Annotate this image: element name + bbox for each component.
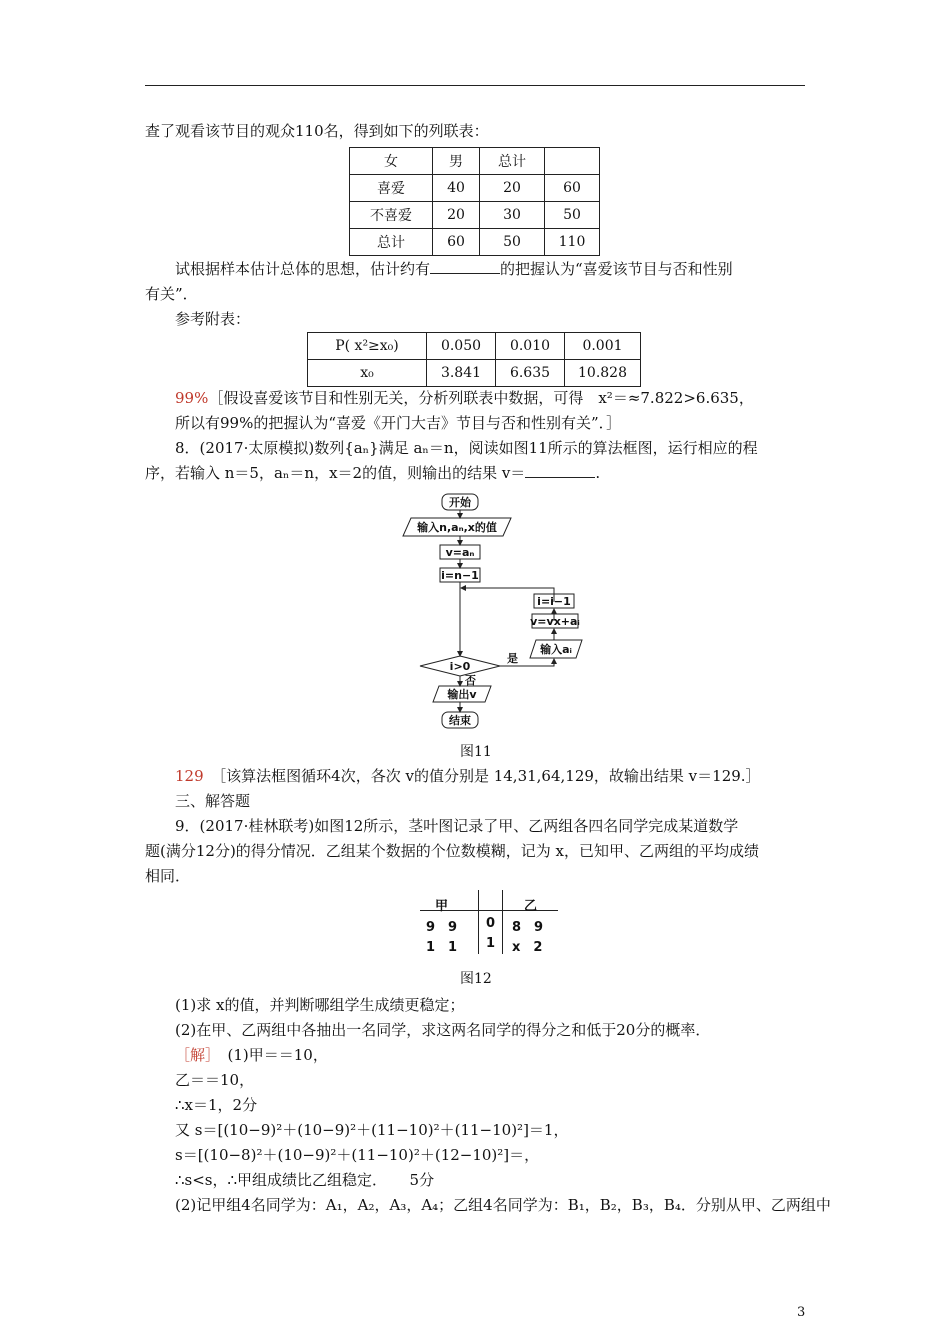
svg-text:i>0: i>0 bbox=[449, 660, 471, 673]
solution-line-5: s＝[(10−8)²＋(10−9)²＋(11−10)²＋(12−10)²]＝， bbox=[175, 1146, 540, 1164]
leaf-left: 1 1 bbox=[426, 940, 458, 955]
table-cell: 10.828 bbox=[565, 360, 641, 387]
table-row bbox=[308, 360, 641, 387]
table-cell: 3.841 bbox=[427, 360, 496, 387]
table-cell: 20 bbox=[480, 175, 545, 202]
q9-part2: (2)在甲、乙两组中各抽出一名同学，求这两名同学的得分之和低于20分的概率． bbox=[175, 1021, 711, 1039]
svg-text:输出v: 输出v bbox=[447, 688, 477, 701]
table-cell bbox=[545, 148, 600, 175]
svg-text:输入n,aₙ,x的值: 输入n,aₙ,x的值 bbox=[417, 521, 497, 534]
q7-explain-cont: 所以有99%的把握认为“喜爱《开门大吉》节目与否和性别有关”．］ bbox=[175, 414, 622, 432]
q7-text: 试根据样本估计总体的思想，估计约有 的把握认为“喜爱该节目与否和性别 bbox=[175, 260, 733, 278]
solution-line-4: 又 s＝[(10−9)²＋(10−9)²＋(11−10)²＋(11−10)²]＝1， bbox=[175, 1121, 569, 1139]
table-cell: 0.010 bbox=[496, 333, 565, 360]
q8-answer: 129 bbox=[175, 767, 204, 785]
table-row bbox=[308, 333, 641, 360]
q7-answer: 99% bbox=[175, 389, 209, 407]
svg-text:输入aᵢ: 输入aᵢ bbox=[540, 643, 572, 656]
svg-text:i=i−1: i=i−1 bbox=[537, 595, 571, 608]
solution-tag: ［解］ bbox=[175, 1046, 213, 1064]
svg-text:结束: 结束 bbox=[449, 714, 471, 727]
q7-text-cont: 有关”． bbox=[145, 285, 198, 303]
solution-line-6: ∴s<s，∴甲组成绩比乙组稳定． 5分 bbox=[175, 1171, 435, 1189]
stem-value: 0 bbox=[486, 916, 496, 931]
table-cell: 总计 bbox=[350, 229, 433, 256]
table-cell: 喜爱 bbox=[350, 175, 433, 202]
table-cell: 50 bbox=[480, 229, 545, 256]
table-cell: 30 bbox=[480, 202, 545, 229]
table-cell: x₀ bbox=[308, 360, 427, 387]
table-row bbox=[350, 229, 600, 256]
stem-value: 1 bbox=[486, 936, 496, 951]
ref-label: 参考附表： bbox=[175, 310, 251, 328]
leaf-right: 8 9 bbox=[512, 920, 544, 935]
solution-line-1: ［解］ (1)甲＝＝10， bbox=[175, 1046, 328, 1064]
q9-text: 9．(2017·桂林联考)如图12所示，茎叶图记录了甲、乙两组各四名同学完成某道数学 bbox=[175, 817, 739, 835]
q9-text-cont2: 相同． bbox=[145, 867, 191, 885]
svg-text:v=aₙ: v=aₙ bbox=[445, 546, 475, 559]
table-cell: 女 bbox=[350, 148, 433, 175]
section-heading: 三、解答题 bbox=[175, 792, 251, 810]
q8-text-cont: 序，若输入 n＝5，aₙ＝n，x＝2的值，则输出的结果 v＝ . bbox=[145, 464, 601, 482]
q9-text-cont: 题(满分12分)的得分情况．乙组某个数据的个位数模糊，记为 x，已知甲、乙两组的平均成绩 bbox=[145, 842, 760, 860]
table-cell: 不喜爱 bbox=[350, 202, 433, 229]
answer-blank bbox=[525, 463, 595, 478]
table-cell: 0.050 bbox=[427, 333, 496, 360]
table-cell: 总计 bbox=[480, 148, 545, 175]
group-jia-label: 甲 bbox=[435, 899, 449, 914]
q8-text: 8．(2017·太原模拟)数列{aₙ}满足 aₙ＝n，阅读如图11所示的算法框图，运行相应的程 bbox=[175, 439, 758, 457]
contingency-table bbox=[349, 147, 600, 256]
table-row bbox=[350, 148, 600, 175]
table-cell: 20 bbox=[433, 202, 480, 229]
leaf-left: 9 9 bbox=[426, 920, 458, 935]
figure-12-caption: 图12 bbox=[460, 971, 492, 987]
table-cell: 60 bbox=[433, 229, 480, 256]
page-number: 3 bbox=[797, 1305, 806, 1320]
q9-part1: (1)求 x的值，并判断哪组学生成绩更稳定； bbox=[175, 996, 465, 1014]
solution-line-7: (2)记甲组4名同学为：A₁，A₂，A₃，A₄；乙组4名同学为：B₁，B₂，B₃，B₄．分别从甲、乙两组中 bbox=[175, 1196, 831, 1214]
table-cell: 男 bbox=[433, 148, 480, 175]
leaf-right: x 2 bbox=[512, 940, 543, 955]
table-cell: 50 bbox=[545, 202, 600, 229]
table-cell: 6.635 bbox=[496, 360, 565, 387]
q7-explain: 99%［假设喜爱该节目和性别无关，分析列联表中数据，可得 x²＝≈7.822>6.635， bbox=[175, 389, 754, 407]
answer-blank bbox=[430, 259, 500, 274]
table-row bbox=[350, 175, 600, 202]
reference-table bbox=[307, 332, 641, 387]
header-rule bbox=[145, 85, 805, 86]
group-yi-label: 乙 bbox=[524, 899, 538, 914]
table-row bbox=[350, 202, 600, 229]
flowchart bbox=[395, 488, 595, 738]
svg-text:开始: 开始 bbox=[449, 496, 471, 509]
figure-11-caption: 图11 bbox=[460, 744, 492, 760]
solution-line-3: ∴x＝1，2分 bbox=[175, 1096, 258, 1114]
intro-text: 查了观看该节目的观众110名，得到如下的列联表： bbox=[145, 122, 489, 140]
table-cell: 110 bbox=[545, 229, 600, 256]
svg-text:是: 是 bbox=[507, 652, 518, 665]
svg-text:否: 否 bbox=[465, 674, 476, 687]
q8-explain: 129 ［该算法框图循环4次，各次 v的值分别是 14,31,64,129，故输出结果 v＝129.］ bbox=[175, 767, 761, 785]
table-cell: P( x²≥x₀) bbox=[308, 333, 427, 360]
table-cell: 0.001 bbox=[565, 333, 641, 360]
table-cell: 60 bbox=[545, 175, 600, 202]
svg-text:v=vx+aᵢ: v=vx+aᵢ bbox=[530, 615, 580, 628]
table-cell: 40 bbox=[433, 175, 480, 202]
solution-line-2: 乙＝＝10， bbox=[175, 1071, 255, 1089]
svg-text:i=n−1: i=n−1 bbox=[441, 569, 479, 582]
